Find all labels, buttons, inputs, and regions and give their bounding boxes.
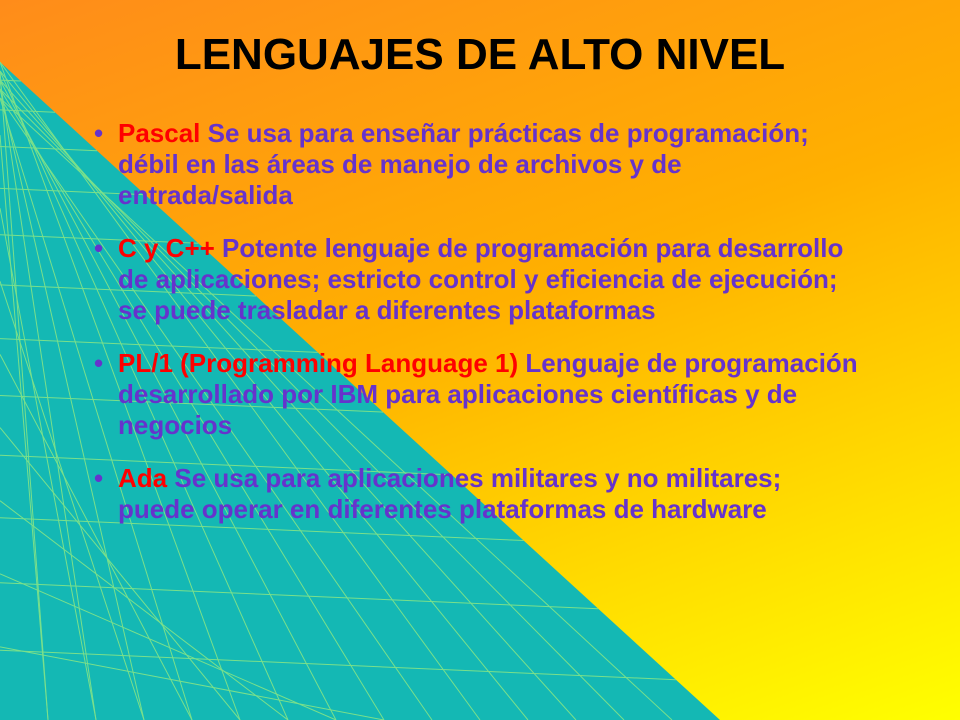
bullet-list bbox=[80, 118, 860, 547]
bullet-description: Se usa para aplicaciones militares y no militares; puede operar en diferentes plataformas de hardware bbox=[118, 463, 782, 524]
bullet-marker: • bbox=[94, 348, 104, 378]
bullet-description: Potente lenguaje de programación para desarrollo de aplicaciones; estricto control y eficiencia de ejecución; se puede trasladar a diferentes plataformas bbox=[118, 233, 844, 325]
bullet-marker: • bbox=[94, 233, 104, 263]
slide-title: LENGUAJES DE ALTO NIVEL bbox=[174, 30, 786, 79]
bullet-item-pl1 bbox=[80, 348, 860, 441]
bullet-item-ada bbox=[80, 463, 860, 525]
bullet-term: PL/1 (Programming Language 1) bbox=[118, 348, 519, 378]
bullet-description: Se usa para enseñar prácticas de programación; débil en las áreas de manejo de archivos y de entrada/salida bbox=[118, 118, 809, 210]
bullet-term: C y C++ bbox=[118, 233, 215, 263]
bullet-marker: • bbox=[94, 118, 104, 148]
bullet-item-pascal bbox=[80, 118, 860, 211]
bullet-item-c-cpp bbox=[80, 233, 860, 326]
bullet-term: Ada bbox=[118, 463, 168, 493]
bullet-term: Pascal bbox=[118, 118, 201, 148]
bullet-marker: • bbox=[94, 463, 104, 493]
bullet-description: Lenguaje de programación desarrollado por IBM para aplicaciones científicas y de negocios bbox=[118, 348, 858, 440]
